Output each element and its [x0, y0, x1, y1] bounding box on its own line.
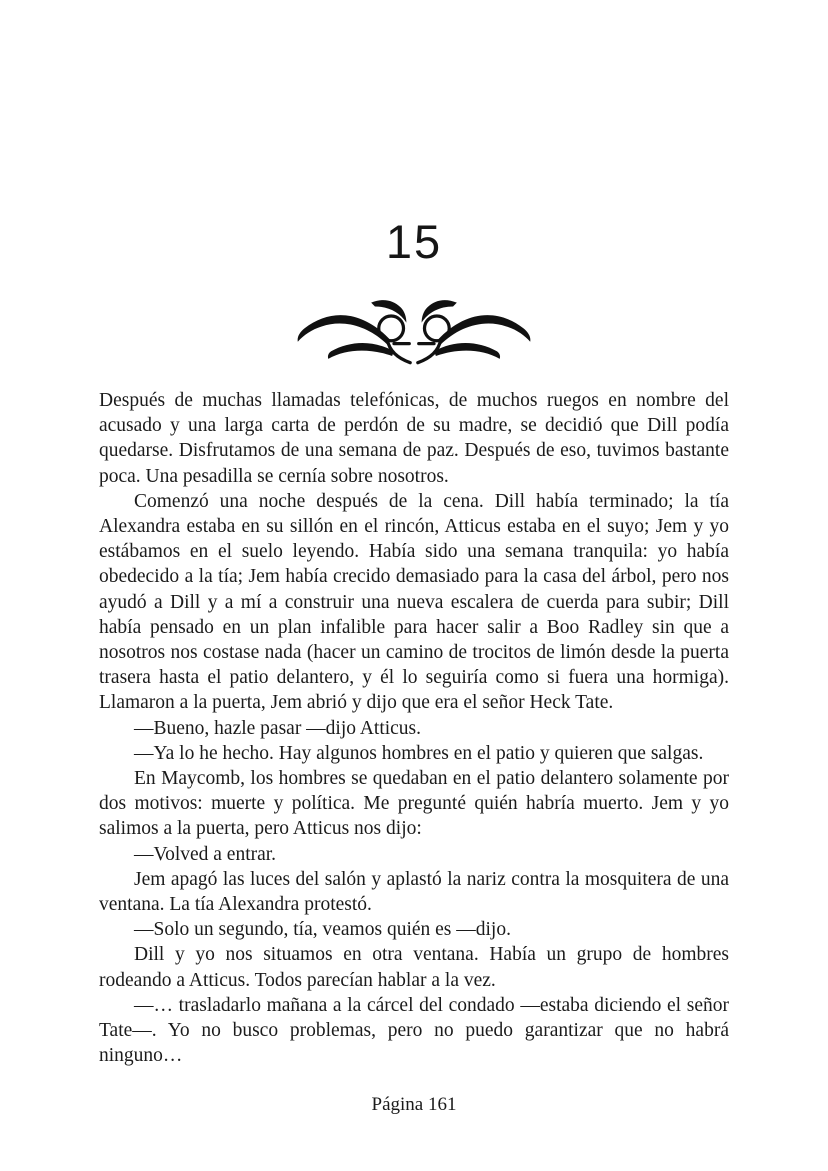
- chapter-number: 15: [385, 215, 443, 268]
- flourish-ornament: [289, 296, 539, 381]
- paragraph: —Volved a entrar.: [134, 843, 277, 865]
- paragraph: Dill y yo nos situamos en otra ventana. Había un grupo de hombres rodeando a Atticus. Todos parecían hablar a la vez.: [99, 944, 729, 991]
- paragraph: —… trasladarlo mañana a la cárcel del condado —estaba diciendo el señor Tate—. Yo no busco problemas, pero no puedo garantizar que no habrá ninguno…: [99, 994, 729, 1067]
- flourish-divider-icon: [289, 296, 539, 376]
- paragraph: Jem apagó las luces del salón y aplastó la nariz contra la mosquitera de una ventana. La tía Alexandra protestó.: [99, 868, 729, 916]
- paragraph: —Ya lo he hecho. Hay algunos hombres en el patio y quieren que salgas.: [134, 742, 704, 764]
- paragraph: En Maycomb, los hombres se quedaban en el patio delantero solamente por dos motivos: muerte y política. Me pregunté quién habría muerto. Jem y yo salimos a la puerta, pero Atticus nos dijo:: [99, 768, 729, 840]
- paragraph: Comenzó una noche después de la cena. Dill había terminado; la tía Alexandra estaba en su sillón en el rincón, Atticus estaba en el suyo; Jem y yo estábamos en el suelo leyendo. Había sido una semana tranquila: yo había obedecido a la tía; Jem había crecido demasiado para la casa del árbol, pero nos ayudó a Dill y a mí a construir una nueva escalera de cuerda para subir; Dill había pensado en un plan infalible para hacer salir a Boo Radley sin que a nosotros nos costase nada (hacer un camino de trocitos de limón desde la puerta trasera hasta el patio delantero, y él lo seguiría como si fuera una hormiga). Llamaron a la puerta, Jem abrió y dijo que era el señor Heck Tate.: [99, 490, 729, 714]
- page-number-footer: Página 161: [371, 1094, 457, 1115]
- paragraph: —Bueno, hazle pasar —dijo Atticus.: [134, 717, 422, 739]
- paragraph: Después de muchas llamadas telefónicas, de muchos ruegos en nombre del acusado y una larga carta de perdón de su madre, se decidió que Dill podía quedarse. Disfrutamos de una semana de paz. Después de eso, tuvimos bastante poca. Una pesadilla se cernía sobre nosotros.: [99, 390, 729, 487]
- paragraph: —Solo un segundo, tía, veamos quién es —dijo.: [134, 919, 511, 941]
- body-text: [99, 388, 729, 1068]
